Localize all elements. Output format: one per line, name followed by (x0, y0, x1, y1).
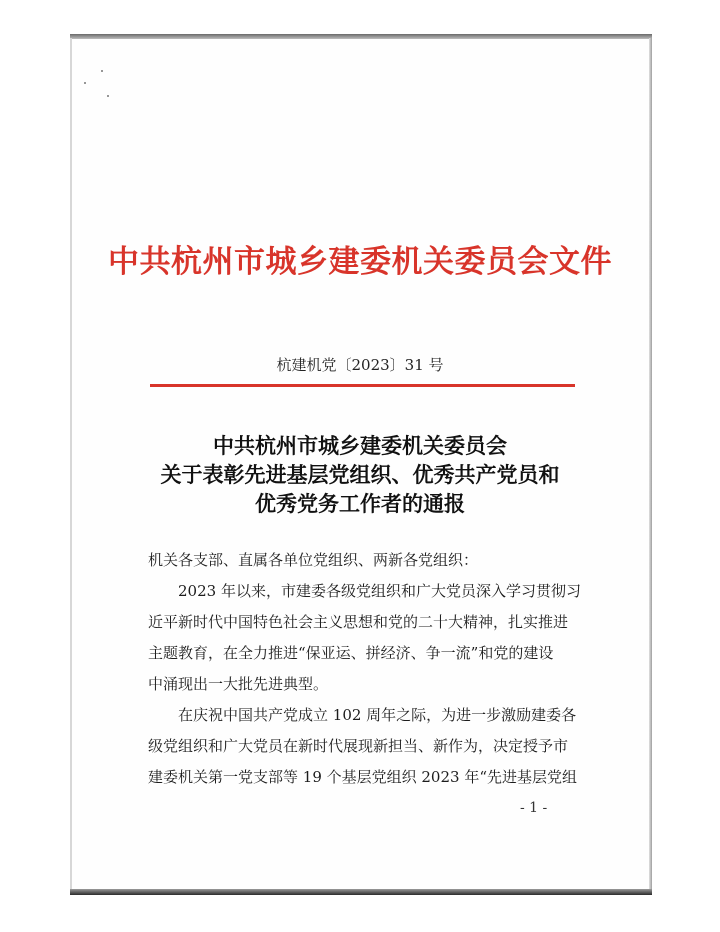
title-line-2: 关于表彰先进基层党组织、优秀共产党员和 (160, 462, 560, 487)
paragraph-1-line-1: 2023 年以来，市建委各级党组织和广大党员深入学习贯彻习 (178, 582, 581, 600)
document-title (0, 431, 720, 518)
page-number: - 1 - (520, 800, 548, 816)
paragraph-1-line-3: 主题教育，在全力推进“保亚运、拼经济、争一流”和党的建设 (148, 644, 554, 662)
red-separator-line (150, 384, 575, 387)
issuer-header-title: 中共杭州市城乡建委机关委员会文件 (108, 244, 612, 280)
paragraph-2-line-2: 级党组织和广大党员在新时代展现新担当、新作为，决定授予市 (148, 737, 569, 755)
addressee-line: 机关各支部、直属各单位党组织、两新各党组织： (148, 551, 479, 569)
paragraph-1-line-2: 近平新时代中国特色社会主义思想和党的二十大精神，扎实推进 (148, 613, 569, 631)
paragraph-2-line-1: 在庆祝中国共产党成立 102 周年之际，为进一步激励建委各 (178, 706, 577, 724)
scan-bottom-edge (70, 889, 652, 895)
paragraph-1-line-4: 中涌现出一大批先进典型。 (148, 675, 329, 693)
title-line-3: 优秀党务工作者的通报 (255, 491, 465, 516)
paragraph-2-line-3: 建委机关第一党支部等 19 个基层党组织 2023 年“先进基层党组 (148, 768, 578, 786)
document-body (148, 545, 581, 793)
scan-speck (101, 70, 103, 72)
scan-speck (107, 95, 109, 97)
title-line-1: 中共杭州市城乡建委机关委员会 (213, 433, 507, 458)
document-number: 杭建机党〔2023〕31 号 (276, 356, 444, 374)
scan-speck (84, 82, 86, 84)
